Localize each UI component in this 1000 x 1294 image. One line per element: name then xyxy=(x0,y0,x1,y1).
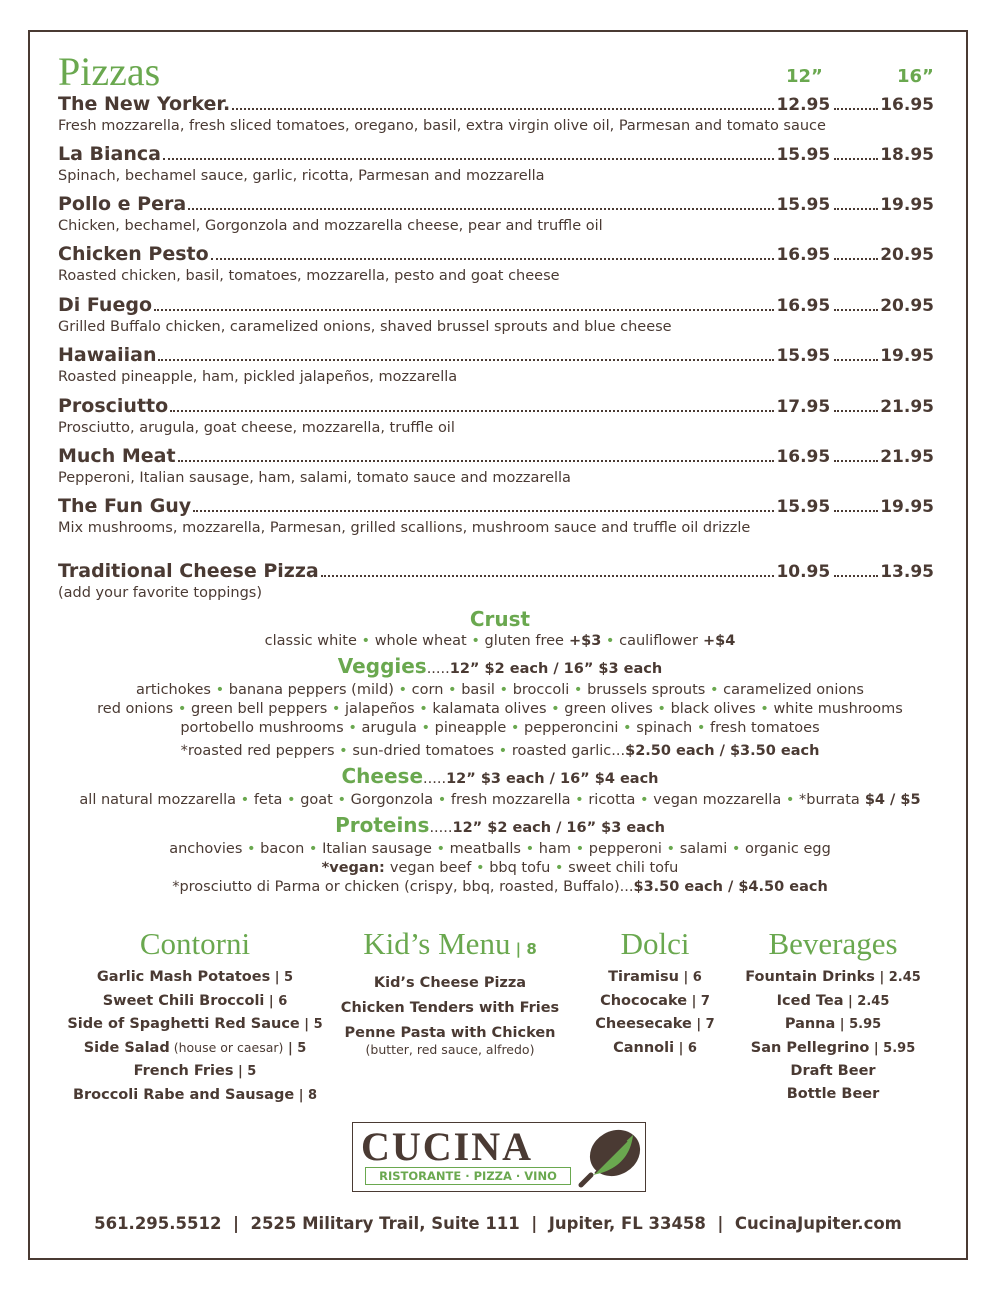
dot-leader xyxy=(178,460,775,462)
crust-options xyxy=(40,632,960,651)
crust-price: +$3 xyxy=(563,633,602,649)
item-price: | 7 xyxy=(691,1017,715,1032)
pizza-item xyxy=(58,243,934,284)
pizza-item xyxy=(58,93,934,134)
price-16: 13.95 xyxy=(880,562,934,582)
dot-leader xyxy=(834,309,878,311)
bullet-separator: • xyxy=(242,841,261,857)
topping-item: fresh tomatoes xyxy=(710,720,820,736)
size-header-12: 12” xyxy=(786,66,823,87)
veggies-line xyxy=(40,700,960,719)
item-price: | 8 xyxy=(294,1087,318,1103)
pizza-item xyxy=(58,294,934,335)
pizza-name: The Fun Guy xyxy=(58,495,192,517)
pizza-name: Much Meat xyxy=(58,445,176,467)
bullet-separator: • xyxy=(727,841,746,857)
bullet-separator: • xyxy=(550,860,569,876)
price-16: 21.95 xyxy=(880,397,934,417)
cheese-header: Cheese.....12” $3 each / 16” $4 each xyxy=(341,764,659,788)
topping-item: portobello mushrooms xyxy=(180,720,344,736)
pizza-desc: Spinach, bechamel sauce, garlic, ricotta, Parmesan and mozzarella xyxy=(58,168,545,184)
item-name: Side Salad xyxy=(83,1039,170,1056)
menu-item xyxy=(580,990,730,1014)
topping-item: meatballs xyxy=(449,841,521,857)
menu-item xyxy=(580,966,730,990)
topping-item: broccoli xyxy=(512,682,570,698)
bullet-separator: • xyxy=(236,792,254,808)
bullet-separator: • xyxy=(520,841,539,857)
premium-price: $2.50 each / $3.50 each xyxy=(625,743,820,759)
bullet-separator: • xyxy=(705,682,724,698)
topping-item: pepperoni xyxy=(588,841,662,857)
item-name: Cheesecake xyxy=(595,1016,692,1032)
pizza-desc: Pepperoni, Italian sausage, ham, salami, tomato sauce and mozzarella xyxy=(58,470,571,486)
phone: 561.295.5512 xyxy=(94,1214,222,1233)
price-12: 15.95 xyxy=(776,346,831,366)
pizza-item xyxy=(58,143,934,184)
topping-item: Gorgonzola xyxy=(350,792,434,808)
bullet-separator: • xyxy=(343,720,362,736)
topping-item: roasted garlic... xyxy=(511,743,626,759)
item-name: Iced Tea xyxy=(776,992,844,1009)
cheese-options xyxy=(40,791,960,810)
dot-leader xyxy=(193,510,774,512)
item-price: | 7 xyxy=(687,993,710,1009)
bullet-separator: • xyxy=(570,792,589,808)
menu-item xyxy=(60,966,330,990)
pizza-item xyxy=(58,193,934,234)
topping-item: sweet chili tofu xyxy=(568,860,679,876)
bullet-separator: • xyxy=(755,701,774,717)
kids-column xyxy=(340,926,560,1057)
item-name: Draft Beer xyxy=(790,1063,876,1079)
menu-item xyxy=(738,1083,928,1106)
veggies-line xyxy=(40,681,960,700)
price-16: 16.95 xyxy=(880,95,934,115)
topping-item: banana peppers (mild) xyxy=(228,682,394,698)
dot-leader xyxy=(834,158,878,160)
price-12: 15.95 xyxy=(776,145,831,165)
pizza-desc: (add your favorite toppings) xyxy=(58,585,263,601)
bullet-separator: • xyxy=(282,792,301,808)
price-12: 16.95 xyxy=(776,447,831,467)
bullet-separator: • xyxy=(304,841,323,857)
pizza-row xyxy=(58,395,934,419)
kids-note: (butter, red sauce, alfredo) xyxy=(365,1042,535,1057)
price-16: 19.95 xyxy=(880,497,934,517)
topping-item: brussels sprouts xyxy=(587,682,706,698)
price-12: 17.95 xyxy=(776,397,831,417)
dolci-title: Dolci xyxy=(620,926,690,961)
pizza-desc: Fresh mozzarella, fresh sliced tomatoes, oregano, basil, extra virgin olive oil, Parmesan and tomato sauce xyxy=(58,118,826,134)
crust-item: gluten free xyxy=(484,633,564,649)
veggies-premium xyxy=(40,742,960,761)
price-12: 12.95 xyxy=(776,95,831,115)
topping-item: pineapple xyxy=(434,720,507,736)
menu-item xyxy=(60,990,330,1014)
bullet-separator: • xyxy=(334,743,353,759)
premium-text: *prosciutto di Parma or chicken (crispy, bbq, roasted, Buffalo)... xyxy=(172,879,634,895)
pizza-row xyxy=(58,445,934,469)
item-name: San Pellegrino xyxy=(750,1039,870,1056)
website-link[interactable]: CucinaJupiter.com xyxy=(734,1214,902,1233)
topping-item: artichokes xyxy=(136,682,211,698)
dot-leader xyxy=(834,258,878,260)
dot-leader xyxy=(834,108,878,110)
bullet-separator: • xyxy=(635,792,654,808)
pizza-name: Pollo e Pera xyxy=(58,193,187,215)
dot-leader xyxy=(834,410,878,412)
pizza-desc: Grilled Buffalo chicken, caramelized onions, shaved brussel sprouts and blue cheese xyxy=(58,319,672,335)
pizza-row xyxy=(58,495,934,519)
dot-leader xyxy=(158,359,774,361)
item-price: | 5.95 xyxy=(869,1040,916,1056)
bullet-separator: • xyxy=(173,701,191,717)
price-12: 15.95 xyxy=(776,497,831,517)
crust-item: whole wheat xyxy=(374,633,467,649)
menu-item xyxy=(738,1060,928,1083)
price-16: 18.95 xyxy=(880,145,934,165)
kids-item: Kid’s Cheese Pizza xyxy=(373,975,527,991)
topping-item: *burrata xyxy=(799,792,860,808)
city: Jupiter, FL 33458 xyxy=(548,1214,706,1233)
dot-leader xyxy=(834,359,878,361)
topping-item: red onions xyxy=(97,701,174,717)
item-name: Side of Spaghetti Red Sauce xyxy=(67,1016,300,1032)
proteins-premium xyxy=(40,878,960,897)
item-price: | 6 xyxy=(264,993,288,1009)
pizza-name: Traditional Cheese Pizza xyxy=(58,560,319,582)
pizzas-title: Pizzas xyxy=(58,49,161,94)
price-12: 15.95 xyxy=(776,195,831,215)
pizza-desc: Roasted chicken, basil, tomatoes, mozzarella, pesto and goat cheese xyxy=(58,268,560,284)
cheese-title: Cheese xyxy=(341,764,424,788)
crust-price: +$4 xyxy=(697,633,736,649)
topping-item: vegan mozzarella xyxy=(653,792,782,808)
dot-leader xyxy=(188,208,774,210)
pizza-name: Prosciutto xyxy=(58,395,169,417)
topping-item: jalapeños xyxy=(345,701,415,717)
kids-header: Kid’s Menu | 8 xyxy=(363,926,537,961)
pizza-desc: Prosciutto, arugula, goat cheese, mozzarella, truffle oil xyxy=(58,420,455,436)
item-price: | 2.45 xyxy=(874,970,921,985)
beverages-title: Beverages xyxy=(768,926,898,961)
topping-item: goat xyxy=(300,792,333,808)
leaf-icon xyxy=(577,1125,643,1189)
dot-leader xyxy=(834,460,878,462)
logo-name: CUCINA xyxy=(361,1124,533,1169)
topping-item: green olives xyxy=(564,701,653,717)
price-16: 20.95 xyxy=(880,245,934,265)
proteins-price: 12” $2 each / 16” $3 each xyxy=(452,820,665,836)
address: 2525 Military Trail, Suite 111 xyxy=(250,1214,520,1233)
topping-item: bacon xyxy=(260,841,305,857)
topping-item: anchovies xyxy=(169,841,243,857)
item-name: Fountain Drinks xyxy=(745,969,875,985)
bullet-separator: • xyxy=(546,701,565,717)
bullet-separator: • xyxy=(431,841,450,857)
kids-item: Penne Pasta with Chicken xyxy=(344,1025,556,1041)
size-header-16: 16” xyxy=(897,66,934,87)
pizza-row xyxy=(58,143,934,167)
price-16: 20.95 xyxy=(880,296,934,316)
pizza-row xyxy=(58,294,934,318)
cucina-logo xyxy=(352,1122,646,1192)
dot-leader xyxy=(232,108,774,110)
item-note: (house or caesar) xyxy=(169,1039,284,1055)
beverages-column xyxy=(738,926,928,1105)
crust-item: classic white xyxy=(264,633,357,649)
logo-tagline: RISTORANTE · PIZZA · VINO xyxy=(365,1167,571,1185)
vegan-label: *vegan: xyxy=(321,860,390,876)
bullet-separator: • xyxy=(781,792,799,808)
price-12: 16.95 xyxy=(776,296,831,316)
bullet-separator: • xyxy=(618,720,637,736)
menu-item xyxy=(60,1037,330,1061)
item-price: | 6 xyxy=(674,1040,697,1056)
menu-item xyxy=(580,1037,730,1061)
pizza-name: Chicken Pesto xyxy=(58,243,209,265)
item-price: | 5 xyxy=(283,1040,307,1056)
kids-title: Kid’s Menu xyxy=(363,926,511,961)
bullet-separator: • xyxy=(494,743,512,759)
topping-item: all natural mozzarella xyxy=(79,792,237,808)
bullet-separator: • xyxy=(416,720,435,736)
veggies-line xyxy=(40,719,960,738)
price-16: 21.95 xyxy=(880,447,934,467)
bullet-separator: • xyxy=(494,682,513,698)
menu-item xyxy=(738,1013,928,1037)
topping-item: white mushrooms xyxy=(773,701,903,717)
topping-item: caramelized onions xyxy=(723,682,864,698)
topping-item: corn xyxy=(411,682,444,698)
pizza-name: Di Fuego xyxy=(58,294,152,316)
pizza-item-traditional xyxy=(58,560,934,601)
dot-leader xyxy=(163,158,774,160)
pizza-row xyxy=(58,193,934,217)
price-16: 19.95 xyxy=(880,346,934,366)
topping-item: feta xyxy=(253,792,283,808)
veggies-price: 12” $2 each / 16” $3 each xyxy=(449,661,663,677)
topping-item: ham xyxy=(538,841,571,857)
pizza-desc: Mix mushrooms, mozzarella, Parmesan, grilled scallions, mushroom sauce and truffle oil drizzle xyxy=(58,520,751,536)
item-name: Tiramisu xyxy=(608,969,679,985)
topping-item: bbq tofu xyxy=(489,860,551,876)
pizza-row xyxy=(58,243,934,267)
menu-item xyxy=(60,1060,330,1084)
item-price: | 5 xyxy=(233,1064,257,1079)
dot-leader xyxy=(834,510,878,512)
price-12: 10.95 xyxy=(776,562,831,582)
topping-item: spinach xyxy=(636,720,693,736)
toppings-section xyxy=(40,606,960,897)
bullet-separator: • xyxy=(332,792,351,808)
crust-title: Crust xyxy=(469,607,531,631)
dolci-column xyxy=(580,926,730,1060)
proteins-header: Proteins.....12” $2 each / 16” $3 each xyxy=(335,813,665,837)
premium-price: $3.50 each / $4.50 each xyxy=(633,879,828,895)
pizza-row xyxy=(58,93,934,117)
kids-item: Chicken Tenders with Fries xyxy=(340,1000,560,1016)
bullet-separator: • xyxy=(601,633,620,649)
veggies-options xyxy=(40,681,960,738)
topping-item: salami xyxy=(679,841,728,857)
item-name: French Fries xyxy=(133,1063,234,1079)
bullet-separator: • xyxy=(466,633,485,649)
dot-leader xyxy=(170,410,774,412)
pizza-desc: Roasted pineapple, ham, pickled jalapeños, mozzarella xyxy=(58,369,458,385)
pizza-item xyxy=(58,445,934,486)
bullet-separator: • xyxy=(356,633,375,649)
topping-item: basil xyxy=(461,682,495,698)
menu-item xyxy=(738,966,928,990)
topping-item: pepperoncini xyxy=(524,720,619,736)
pizza-name: Hawaiian xyxy=(58,344,157,366)
bullet-separator: • xyxy=(661,841,680,857)
contorni-column xyxy=(60,926,330,1107)
item-name: Chococake xyxy=(600,992,688,1009)
veggies-title: Veggies xyxy=(337,654,427,678)
crust-item: cauliflower xyxy=(619,633,698,649)
pizza-item xyxy=(58,495,934,536)
menu-item xyxy=(738,1037,928,1061)
topping-item: sun-dried tomatoes xyxy=(352,743,495,759)
dot-leader xyxy=(834,208,878,210)
item-name: Garlic Mash Potatoes xyxy=(96,969,271,985)
bullet-separator: • xyxy=(692,720,711,736)
price-12: 16.95 xyxy=(776,245,831,265)
topping-item: organic egg xyxy=(745,841,831,857)
item-price: | 2.45 xyxy=(843,993,890,1009)
menu-item xyxy=(60,1084,330,1108)
veggies-header: Veggies.....12” $2 each / 16” $3 each xyxy=(337,654,663,678)
menu-item xyxy=(580,1013,730,1037)
vegan-options xyxy=(40,859,960,878)
dot-leader xyxy=(154,309,774,311)
price-16: 19.95 xyxy=(880,195,934,215)
topping-item: kalamata olives xyxy=(432,701,547,717)
topping-item: arugula xyxy=(361,720,417,736)
bullet-separator: • xyxy=(506,720,525,736)
topping-item: ricotta xyxy=(588,792,636,808)
bullet-separator: • xyxy=(393,682,412,698)
topping-item: black olives xyxy=(670,701,756,717)
pizza-desc: Chicken, bechamel, Gorgonzola and mozzarella cheese, pear and truffle oil xyxy=(58,218,603,234)
menu-item xyxy=(60,1013,330,1037)
bullet-separator: • xyxy=(569,682,588,698)
cheese-price: 12” $3 each / 16” $4 each xyxy=(446,771,659,787)
topping-item: Italian sausage xyxy=(322,841,432,857)
pizza-name: La Bianca xyxy=(58,143,161,165)
bullet-separator: • xyxy=(570,841,589,857)
bullet-separator: • xyxy=(327,701,346,717)
pizza-name: The New Yorker. xyxy=(58,93,231,115)
burrata-price: $4 / $5 xyxy=(859,792,921,808)
item-name: Cannoli xyxy=(613,1039,675,1056)
pizza-row xyxy=(58,344,934,368)
bullet-separator: • xyxy=(433,792,451,808)
item-price: | 6 xyxy=(678,970,702,985)
contorni-title: Contorni xyxy=(139,926,251,961)
item-price: | 5 xyxy=(270,970,294,985)
proteins-options xyxy=(40,840,960,859)
pizza-item xyxy=(58,344,934,385)
topping-item: green bell peppers xyxy=(191,701,328,717)
menu-item xyxy=(738,990,928,1014)
bullet-separator: • xyxy=(210,682,229,698)
dot-leader xyxy=(211,258,775,260)
item-name: Panna xyxy=(784,1016,836,1032)
item-name: Broccoli Rabe and Sausage xyxy=(72,1086,295,1103)
item-price: | 5 xyxy=(299,1017,323,1032)
bullet-separator: • xyxy=(652,701,671,717)
bullet-separator: • xyxy=(443,682,462,698)
footer-contact: 561.295.5512 | 2525 Military Trail, Suite 111 | Jupiter, FL 33458 | CucinaJupiter.com xyxy=(94,1214,902,1233)
kids-price: 8 xyxy=(526,940,537,958)
pizza-item xyxy=(58,395,934,436)
topping-item: fresh mozzarella xyxy=(450,792,571,808)
item-name: Sweet Chili Broccoli xyxy=(102,992,265,1009)
bullet-separator: • xyxy=(414,701,433,717)
item-name: Bottle Beer xyxy=(786,1085,880,1102)
bullet-separator: • xyxy=(471,860,490,876)
topping-item: vegan beef xyxy=(389,860,472,876)
proteins-title: Proteins xyxy=(335,813,430,837)
item-price: | 5.95 xyxy=(835,1017,882,1032)
topping-item: *roasted red peppers xyxy=(180,743,335,759)
